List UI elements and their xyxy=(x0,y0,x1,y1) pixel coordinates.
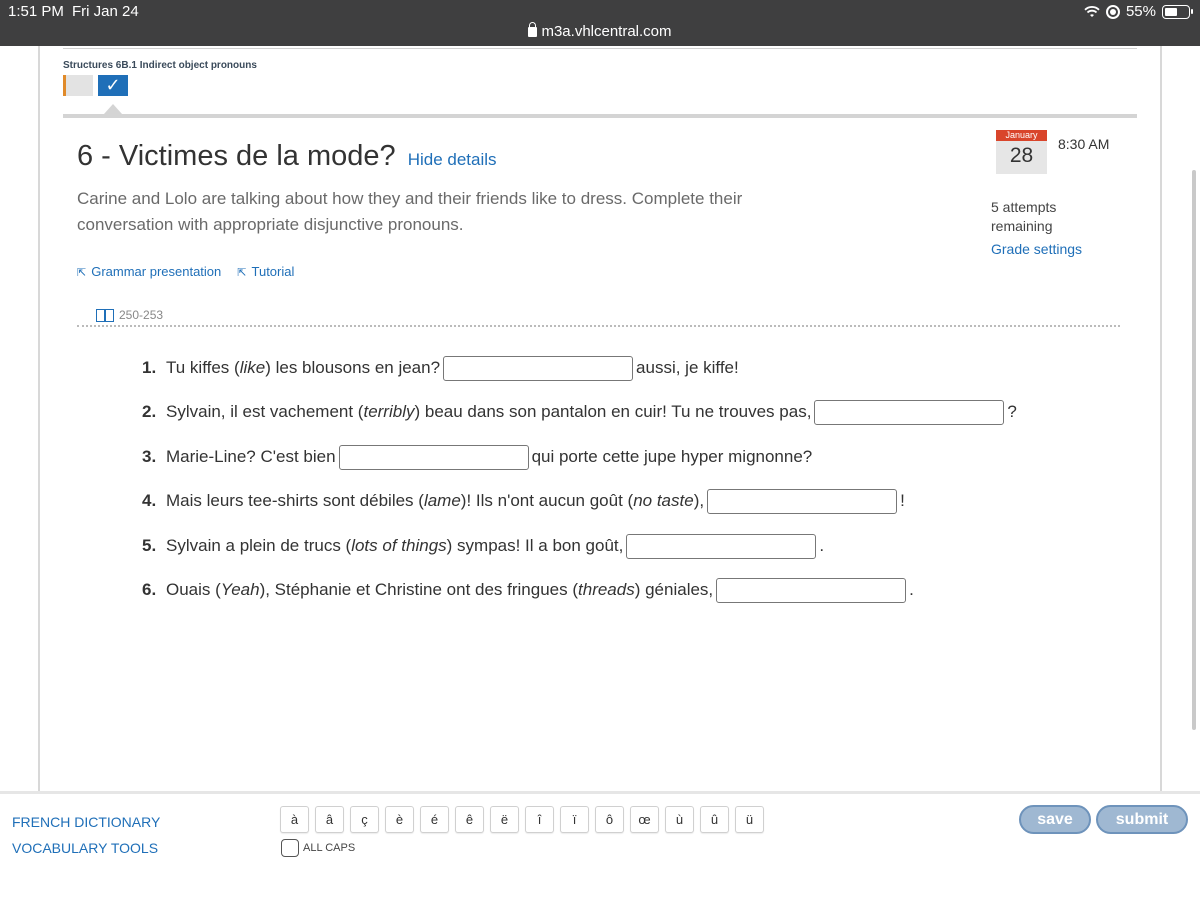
due-time: 8:30 AM xyxy=(1058,136,1110,152)
grammar-presentation-label: Grammar presentation xyxy=(91,264,222,279)
all-caps-checkbox[interactable] xyxy=(281,839,299,857)
battery-icon xyxy=(1162,5,1190,19)
question-3 xyxy=(142,444,812,470)
battery-fill xyxy=(1165,8,1177,16)
question-number: 4. xyxy=(142,491,157,510)
dotted-divider xyxy=(77,325,1120,327)
due-date-calendar xyxy=(996,130,1047,174)
question-text: ) géniales, xyxy=(634,580,714,599)
footer-toolbar xyxy=(0,791,1200,901)
accent-button[interactable]: ü xyxy=(735,806,764,833)
answer-input-3[interactable] xyxy=(339,445,529,470)
accent-button[interactable]: î xyxy=(525,806,554,833)
accent-keyboard xyxy=(280,806,764,833)
question-6 xyxy=(142,577,914,603)
question-text: ) les blousons en jean? xyxy=(265,358,441,377)
question-5 xyxy=(142,533,824,559)
question-text: Marie-Line? C'est bien xyxy=(166,447,336,466)
answer-input-6[interactable] xyxy=(716,578,906,603)
question-text: ! xyxy=(900,491,905,510)
accent-button[interactable]: â xyxy=(315,806,344,833)
save-button[interactable]: save xyxy=(1019,805,1091,834)
gloss: lots of things xyxy=(351,536,447,555)
accent-button[interactable]: ê xyxy=(455,806,484,833)
top-rule xyxy=(63,48,1137,49)
answer-input-1[interactable] xyxy=(443,356,633,381)
gloss: Yeah xyxy=(220,580,260,599)
gloss: lame xyxy=(423,491,461,510)
question-4 xyxy=(142,488,905,514)
question-text: Sylvain a plein de trucs ( xyxy=(166,536,352,555)
activity-title-row xyxy=(77,140,497,173)
external-arrow-icon: ⇱ xyxy=(237,267,247,279)
progress-step-1[interactable] xyxy=(63,75,93,96)
answer-input-4[interactable] xyxy=(707,489,897,514)
answer-input-2[interactable] xyxy=(814,400,1004,425)
page-title: 6 - Victimes de la mode? xyxy=(77,140,396,172)
submit-button[interactable]: submit xyxy=(1096,805,1188,834)
question-1 xyxy=(142,355,739,381)
header-divider xyxy=(63,114,1137,118)
tutorial-link[interactable] xyxy=(237,264,294,279)
question-text: . xyxy=(909,580,914,599)
url-text: m3a.vhlcentral.com xyxy=(541,23,672,40)
vocabulary-tools-link[interactable]: VOCABULARY TOOLS xyxy=(12,840,159,856)
external-arrow-icon: ⇱ xyxy=(77,267,87,279)
status-right xyxy=(1084,3,1190,20)
accent-button[interactable]: ù xyxy=(665,806,694,833)
question-text: qui porte cette jupe hyper mignonne? xyxy=(531,447,813,466)
french-dictionary-link[interactable]: FRENCH DICTIONARY xyxy=(12,814,161,830)
progress-pointer xyxy=(104,104,122,114)
question-number: 2. xyxy=(142,402,157,421)
question-text: ? xyxy=(1007,402,1017,421)
question-text: ) beau dans son pantalon en cuir! Tu ne trouves pas, xyxy=(414,402,812,421)
address-bar[interactable] xyxy=(0,23,1200,40)
all-caps-toggle[interactable] xyxy=(281,839,355,857)
grammar-presentation-link[interactable] xyxy=(77,264,221,279)
battery-percent: 55% xyxy=(1125,3,1156,20)
textbook-pages[interactable] xyxy=(96,308,163,322)
page-range: 250-253 xyxy=(119,308,164,322)
question-number: 6. xyxy=(142,580,157,599)
resource-links xyxy=(77,264,294,279)
checkmark-icon: ✓ xyxy=(105,75,121,95)
breadcrumb: Structures 6B.1 Indirect object pronouns xyxy=(63,60,257,71)
tutorial-label: Tutorial xyxy=(251,264,295,279)
calendar-day: 28 xyxy=(1009,144,1034,167)
question-number: 1. xyxy=(142,358,157,377)
question-text: ), xyxy=(693,491,705,510)
hide-details-link[interactable]: Hide details xyxy=(407,150,497,169)
accent-button[interactable]: à xyxy=(280,806,309,833)
gloss: threads xyxy=(578,580,635,599)
gloss: no taste xyxy=(633,491,694,510)
scrollbar[interactable] xyxy=(1192,170,1196,730)
answer-input-5[interactable] xyxy=(626,534,816,559)
question-text: )! Ils n'ont aucun goût ( xyxy=(460,491,634,510)
lock-icon xyxy=(528,27,537,37)
question-text: aussi, je kiffe! xyxy=(636,358,739,377)
question-2 xyxy=(142,399,1017,425)
status-date: Fri Jan 24 xyxy=(72,3,139,20)
instructions: Carine and Lolo are talking about how they and their friends like to dress. Complete their conversation with appropriate disjunctive pronouns. xyxy=(77,189,743,234)
accent-button[interactable]: ç xyxy=(350,806,379,833)
question-number: 3. xyxy=(142,447,157,466)
wifi-icon xyxy=(1084,6,1100,18)
gloss: like xyxy=(239,358,266,377)
status-time: 1:51 PM xyxy=(8,3,64,20)
question-text: Sylvain, il est vachement ( xyxy=(166,402,364,421)
orientation-lock-icon xyxy=(1106,5,1120,19)
question-text: Mais leurs tee-shirts sont débiles ( xyxy=(166,491,424,510)
accent-button[interactable]: é xyxy=(420,806,449,833)
question-text: ), Stéphanie et Christine ont des fringues ( xyxy=(259,580,579,599)
question-number: 5. xyxy=(142,536,157,555)
book-icon xyxy=(96,309,114,322)
gloss: terribly xyxy=(363,402,415,421)
question-text: ) sympas! Il a bon goût, xyxy=(446,536,624,555)
accent-button[interactable]: è xyxy=(385,806,414,833)
status-bar xyxy=(0,0,1200,46)
progress-step-2-current[interactable] xyxy=(98,75,128,96)
all-caps-label: ALL CAPS xyxy=(303,842,356,854)
accent-button[interactable]: ï xyxy=(560,806,589,833)
accent-button[interactable]: û xyxy=(700,806,729,833)
attempts-remaining: 5 attempts remaining xyxy=(991,199,1057,234)
accent-button[interactable]: ô xyxy=(595,806,624,833)
accent-button[interactable]: œ xyxy=(630,806,659,833)
grade-settings-link[interactable]: Grade settings xyxy=(991,241,1083,257)
question-text: Ouais ( xyxy=(166,580,221,599)
calendar-month: January xyxy=(996,130,1047,141)
question-text: . xyxy=(819,536,825,555)
question-text: Tu kiffes ( xyxy=(166,358,240,377)
accent-button[interactable]: ë xyxy=(490,806,519,833)
